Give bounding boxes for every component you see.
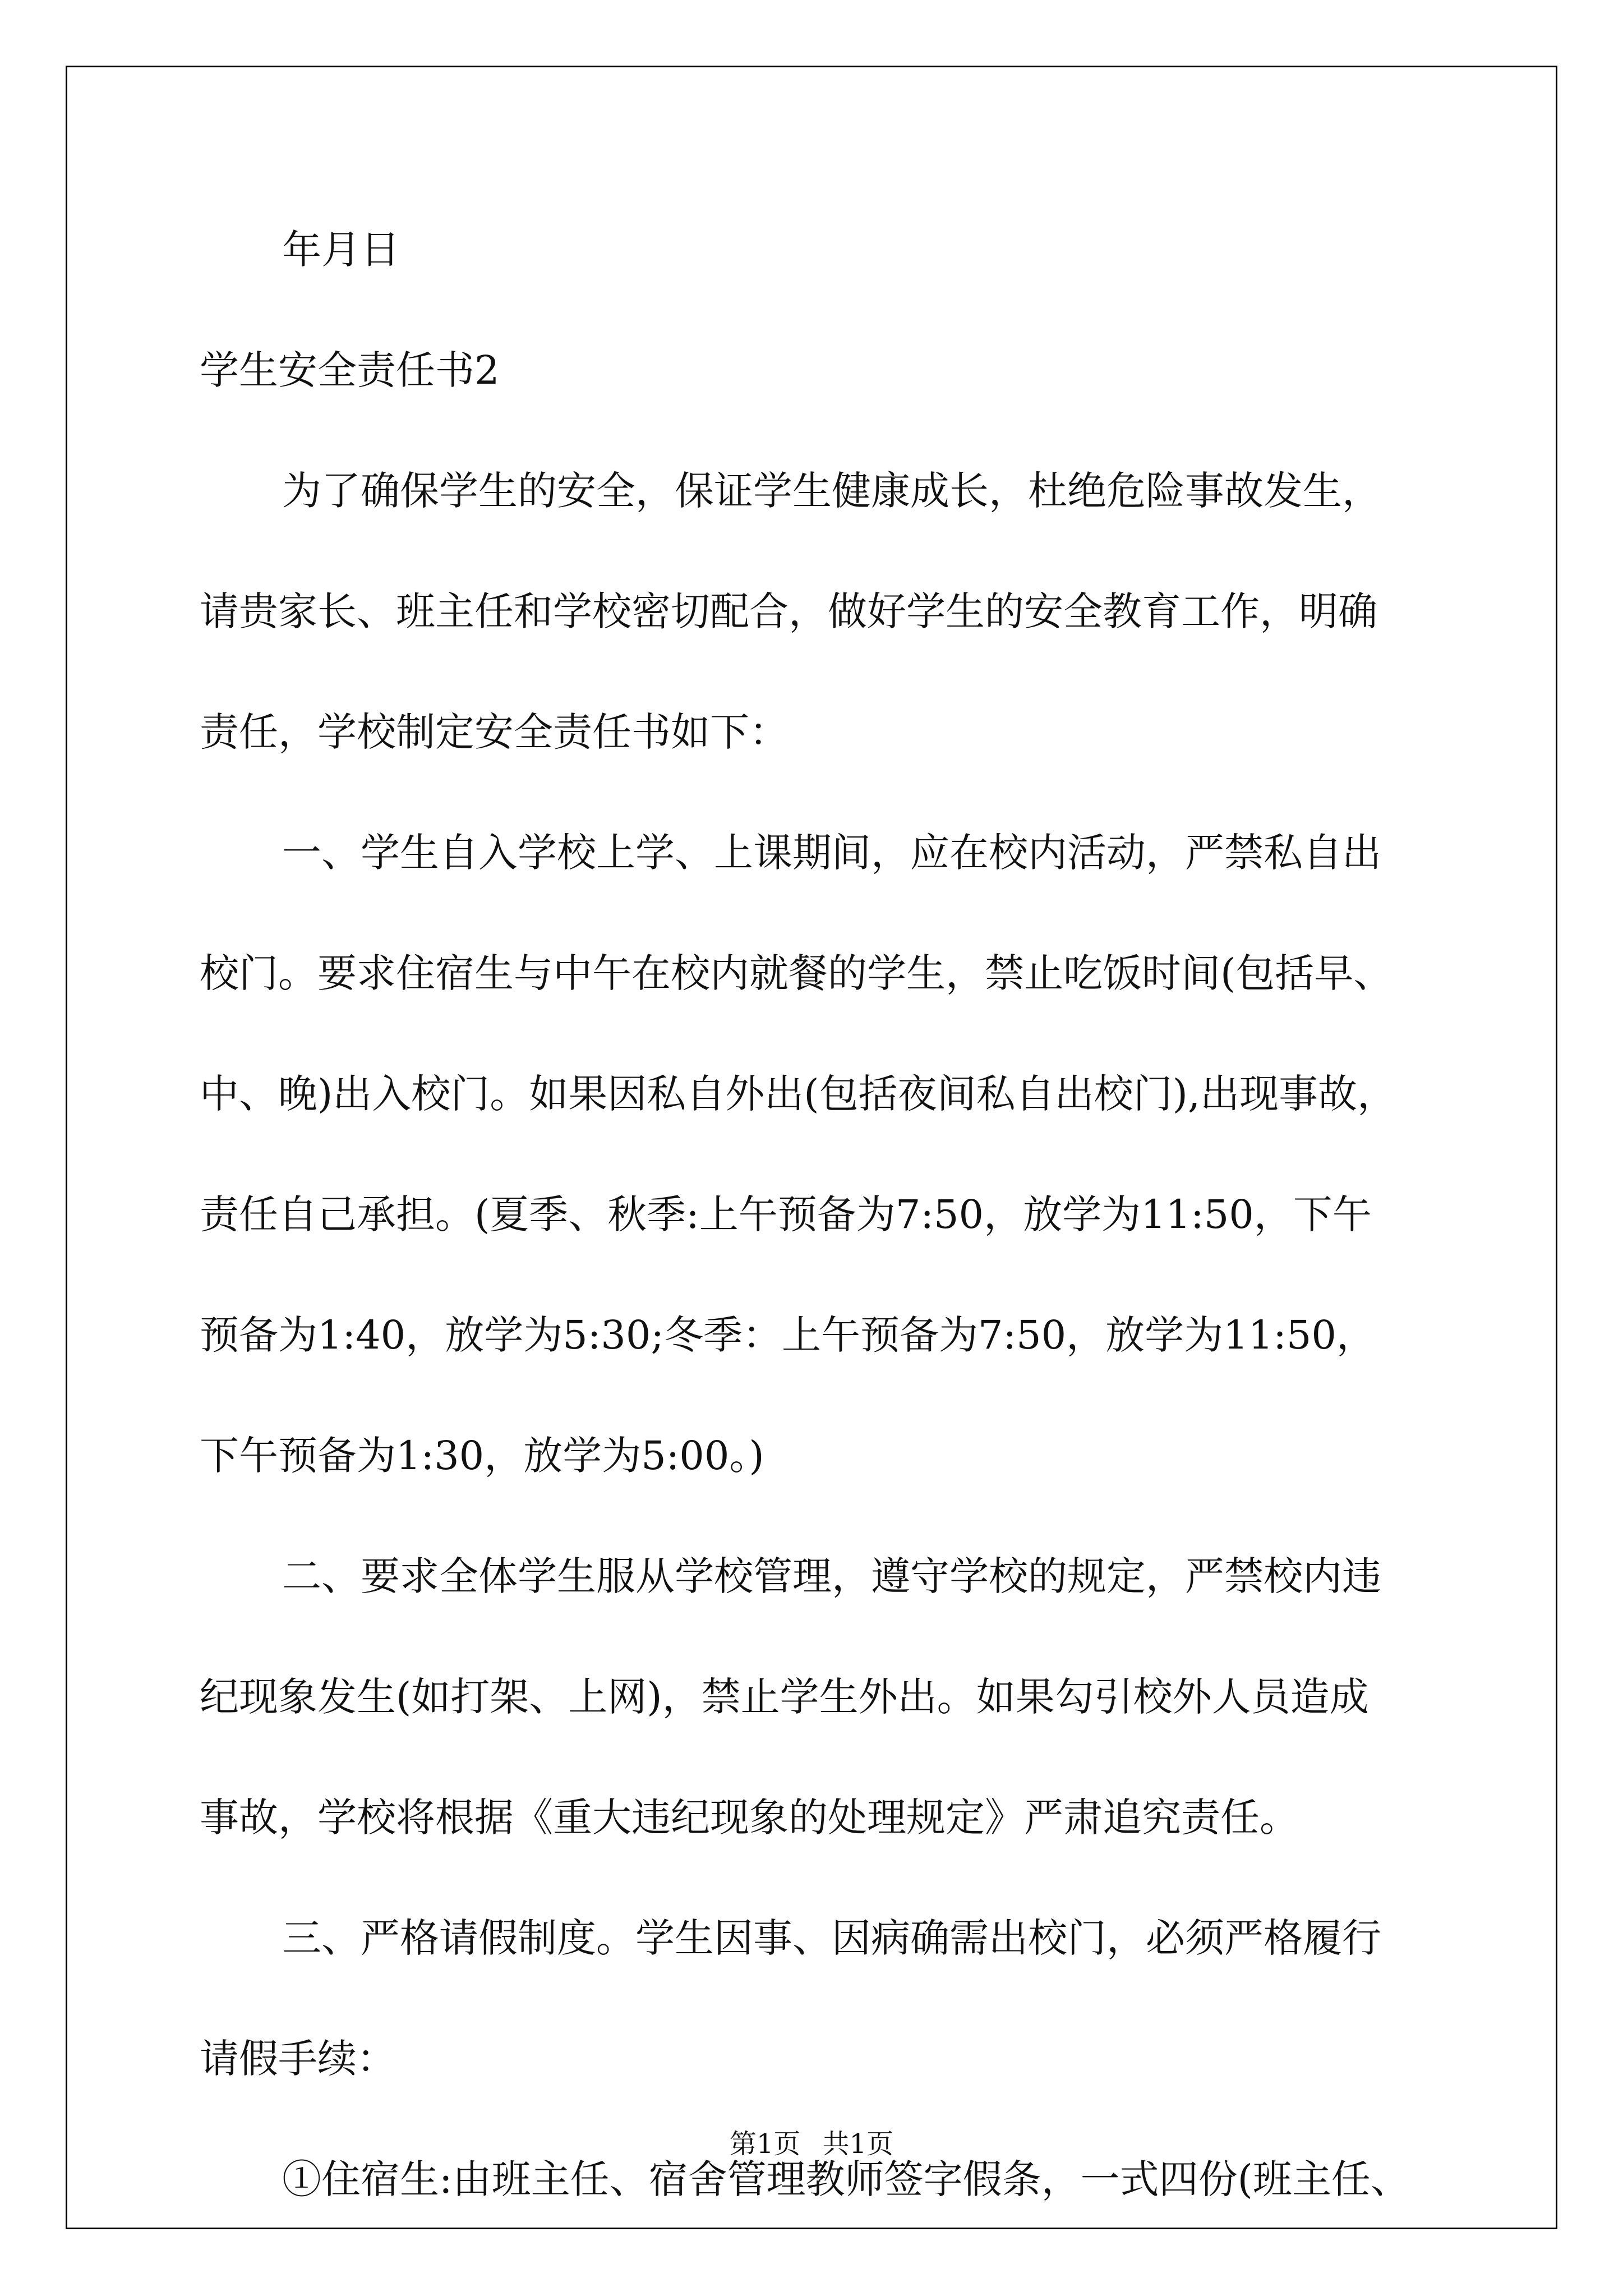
text-line: 预备为1:40，放学为5:30;冬季：上午预备为7:50，放学为11:50， [200, 1312, 1376, 1358]
text-line: 为了确保学生的安全，保证学生健康成长，杜绝危险事故发生， [282, 468, 1381, 514]
page-number-total: 共1页 [822, 2128, 894, 2160]
page-footer [0, 2127, 1623, 2161]
text-line: 责任，学校制定安全责任书如下： [200, 709, 789, 755]
text-line: 二、要求全体学生服从学校管理，遵守学校的规定，严禁校内违 [282, 1553, 1381, 1599]
text-line: 校门。要求住宿生与中午在校内就餐的学生，禁止吃饭时间(包括早、 [200, 950, 1393, 996]
document-title: 学生安全责任书2 [200, 347, 500, 393]
text-line: 责任自己承担。(夏季、秋季:上午预备为7:50，放学为11:50，下午 [200, 1191, 1372, 1237]
text-line: 年月日 [282, 227, 400, 273]
text-line: 中、晚)出入校门。如果因私自外出(包括夜间私自出校门),出现事故， [200, 1071, 1397, 1117]
text-line: 一、学生自入学校上学、上课期间，应在校内活动，严禁私自出 [282, 830, 1381, 876]
page-number-current: 第1页 [729, 2128, 801, 2160]
text-line: 事故，学校将根据《重大违纪现象的处理规定》严肃追究责任。 [200, 1795, 1299, 1841]
document-body [200, 216, 1433, 2266]
text-line: 请贵家长、班主任和学校密切配合，做好学生的安全教育工作，明确 [200, 588, 1377, 634]
text-line: 纪现象发生(如打架、上网)，禁止学生外出。如果勾引校外人员造成 [200, 1674, 1369, 1720]
text-line: 下午预备为1:30，放学为5:00。) [200, 1433, 764, 1479]
text-line: 请假手续： [200, 2036, 396, 2082]
text-line: 三、严格请假制度。学生因事、因病确需出校门，必须严格履行 [282, 1915, 1381, 1961]
text-line: ①住宿生:由班主任、宿舍管理教师签字假条，一式四份(班主任、 [282, 2156, 1410, 2202]
